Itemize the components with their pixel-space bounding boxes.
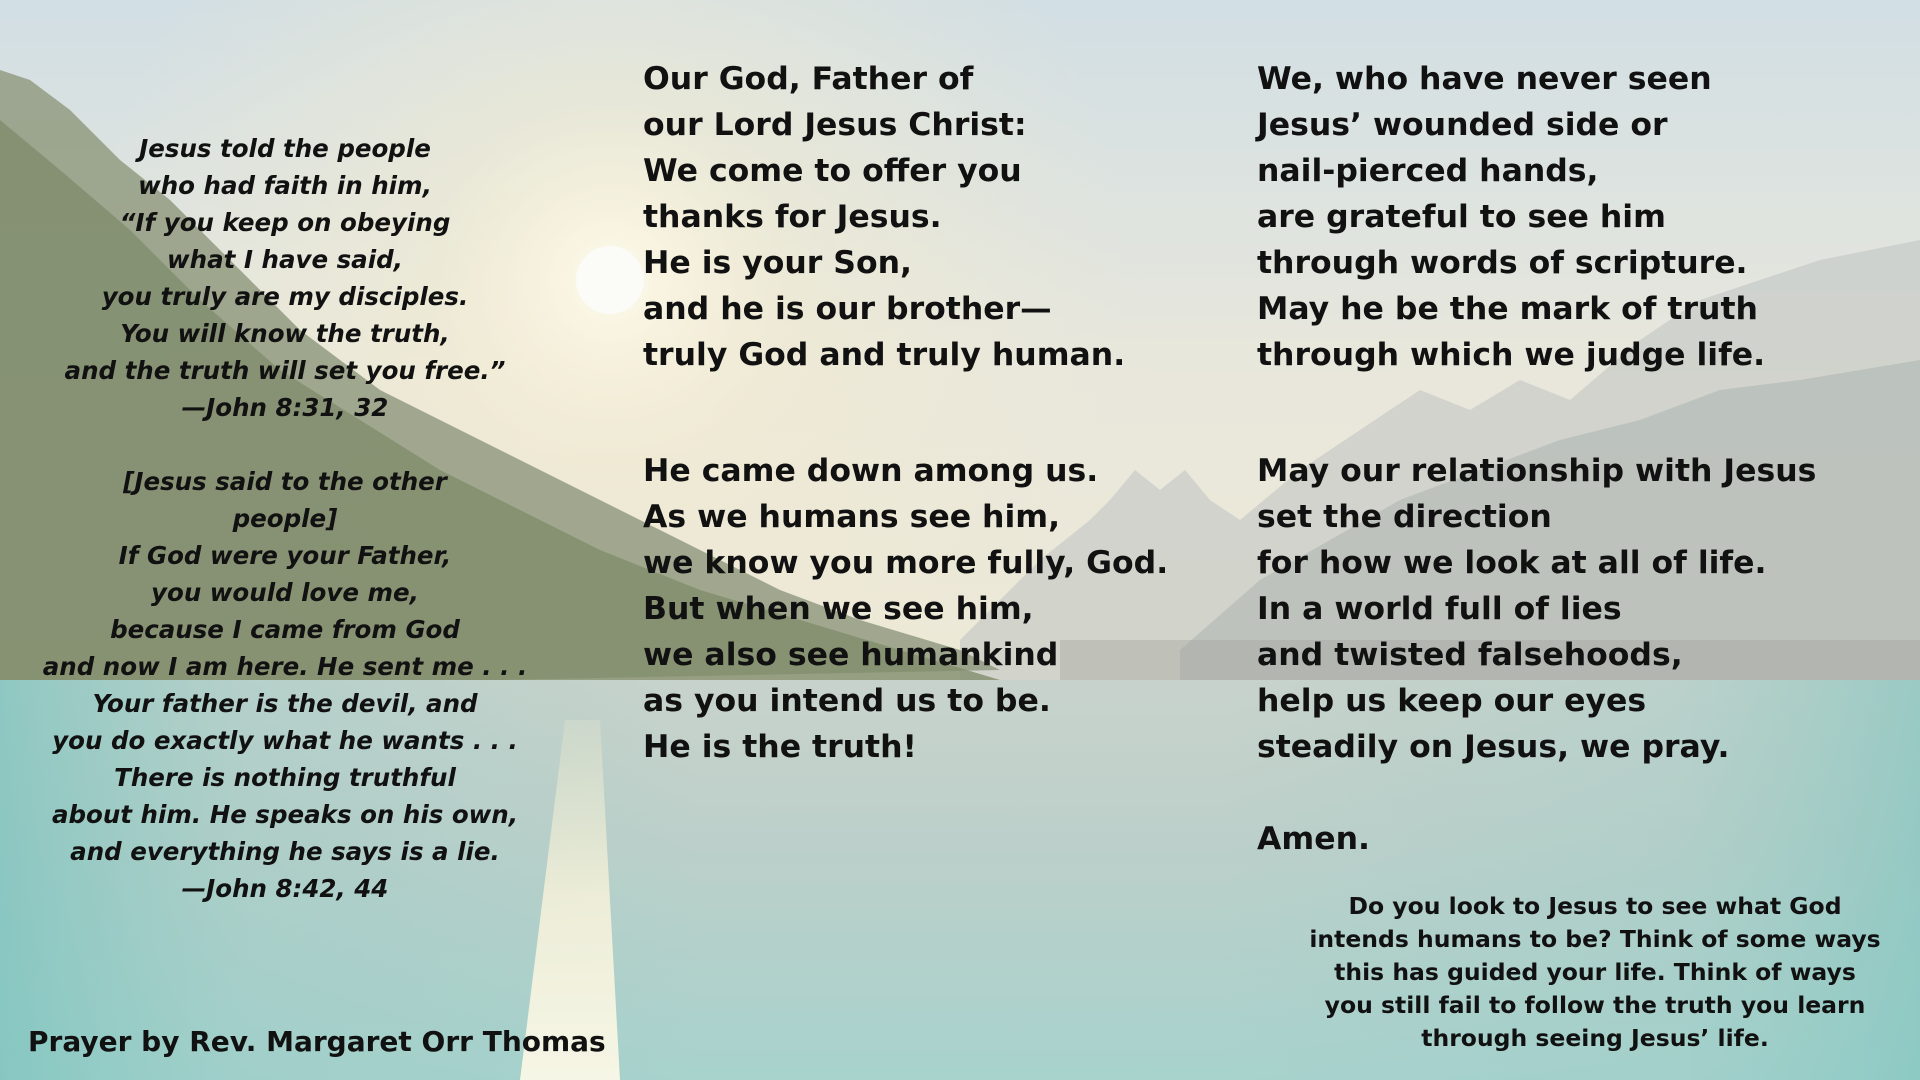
- scripture-line: You will know the truth,: [120, 319, 450, 348]
- prayer-line: In a world full of lies: [1257, 591, 1622, 627]
- scripture-passage-john-8-42: [40, 463, 530, 907]
- prayer-line: steadily on Jesus, we pray.: [1257, 729, 1730, 765]
- scripture-line: you would love me,: [151, 578, 419, 607]
- reflection-line: this has guided your life. Think of ways: [1334, 958, 1856, 986]
- prayer-line: As we humans see him,: [643, 499, 1061, 535]
- scripture-line: who had faith in him,: [138, 171, 432, 200]
- reflection-line: intends humans to be? Think of some ways: [1309, 925, 1881, 953]
- scripture-line: people]: [232, 504, 338, 533]
- prayer-stanza-1: [643, 56, 1168, 378]
- scripture-passages: [40, 130, 530, 907]
- prayer-line: through which we judge life.: [1257, 337, 1766, 373]
- prayer-line: are grateful to see him: [1257, 199, 1666, 235]
- scripture-line: “If you keep on obeying: [119, 208, 451, 237]
- prayer-amen: Amen.: [1257, 821, 1370, 857]
- prayer-line: May our relationship with Jesus: [1257, 453, 1817, 489]
- reflection-questions: [1300, 890, 1890, 1055]
- scripture-line: and the truth will set you free.”: [64, 356, 506, 385]
- scripture-line: what I have said,: [167, 245, 403, 274]
- prayer-line: We, who have never seen: [1257, 61, 1712, 97]
- prayer-stanza-2: [643, 448, 1168, 770]
- prayer-line: we know you more fully, God.: [643, 545, 1169, 581]
- reflection-line: through seeing Jesus’ life.: [1421, 1024, 1769, 1052]
- scripture-passage-john-8-31: [40, 130, 530, 426]
- prayer-line: and twisted falsehoods,: [1257, 637, 1683, 673]
- prayer-byline: Prayer by Rev. Margaret Orr Thomas: [28, 1025, 606, 1058]
- prayer-line: May he be the mark of truth: [1257, 291, 1758, 327]
- prayer-line: help us keep our eyes: [1257, 683, 1647, 719]
- prayer-line: we also see humankind: [643, 637, 1059, 673]
- prayer-line: We come to offer you: [643, 153, 1022, 189]
- scripture-line: [Jesus said to the other: [123, 467, 447, 496]
- prayer-line: our Lord Jesus Christ:: [643, 107, 1027, 143]
- prayer-line: truly God and truly human.: [643, 337, 1126, 373]
- scripture-line: If God were your Father,: [118, 541, 452, 570]
- scripture-line: you do exactly what he wants . . .: [52, 726, 518, 755]
- prayer-stanza-4: [1257, 448, 1816, 770]
- prayer-line: He is your Son,: [643, 245, 913, 281]
- prayer-line: set the direction: [1257, 499, 1552, 535]
- prayer-line: But when we see him,: [643, 591, 1034, 627]
- prayer-line: nail-pierced hands,: [1257, 153, 1599, 189]
- prayer-line: through words of scripture.: [1257, 245, 1748, 281]
- scripture-line: Your father is the devil, and: [92, 689, 478, 718]
- prayer-line: Our God, Father of: [643, 61, 974, 97]
- prayer-line: He is the truth!: [643, 729, 917, 765]
- prayer-line: He came down among us.: [643, 453, 1099, 489]
- scripture-citation: —John 8:31, 32: [181, 393, 389, 422]
- prayer-line: thanks for Jesus.: [643, 199, 942, 235]
- scripture-citation: —John 8:42, 44: [181, 874, 389, 903]
- scripture-line: There is nothing truthful: [114, 763, 456, 792]
- prayer-line: and he is our brother—: [643, 291, 1052, 327]
- scripture-line: you truly are my disciples.: [101, 282, 469, 311]
- scripture-line: and everything he says is a lie.: [70, 837, 500, 866]
- prayer-stanza-3: [1257, 56, 1816, 378]
- prayer-line: for how we look at all of life.: [1257, 545, 1767, 581]
- scripture-line: and now I am here. He sent me . . .: [42, 652, 528, 681]
- prayer-column-right: [1257, 56, 1816, 862]
- reflection-line: you still fail to follow the truth you learn: [1324, 991, 1866, 1019]
- scripture-line: because I came from God: [110, 615, 460, 644]
- prayer-line: as you intend us to be.: [643, 683, 1051, 719]
- scripture-line: Jesus told the people: [139, 134, 431, 163]
- reflection-line: Do you look to Jesus to see what God: [1348, 892, 1842, 920]
- scripture-line: about him. He speaks on his own,: [51, 800, 519, 829]
- prayer-line: Jesus’ wounded side or: [1257, 107, 1668, 143]
- prayer-column-middle: [643, 56, 1168, 770]
